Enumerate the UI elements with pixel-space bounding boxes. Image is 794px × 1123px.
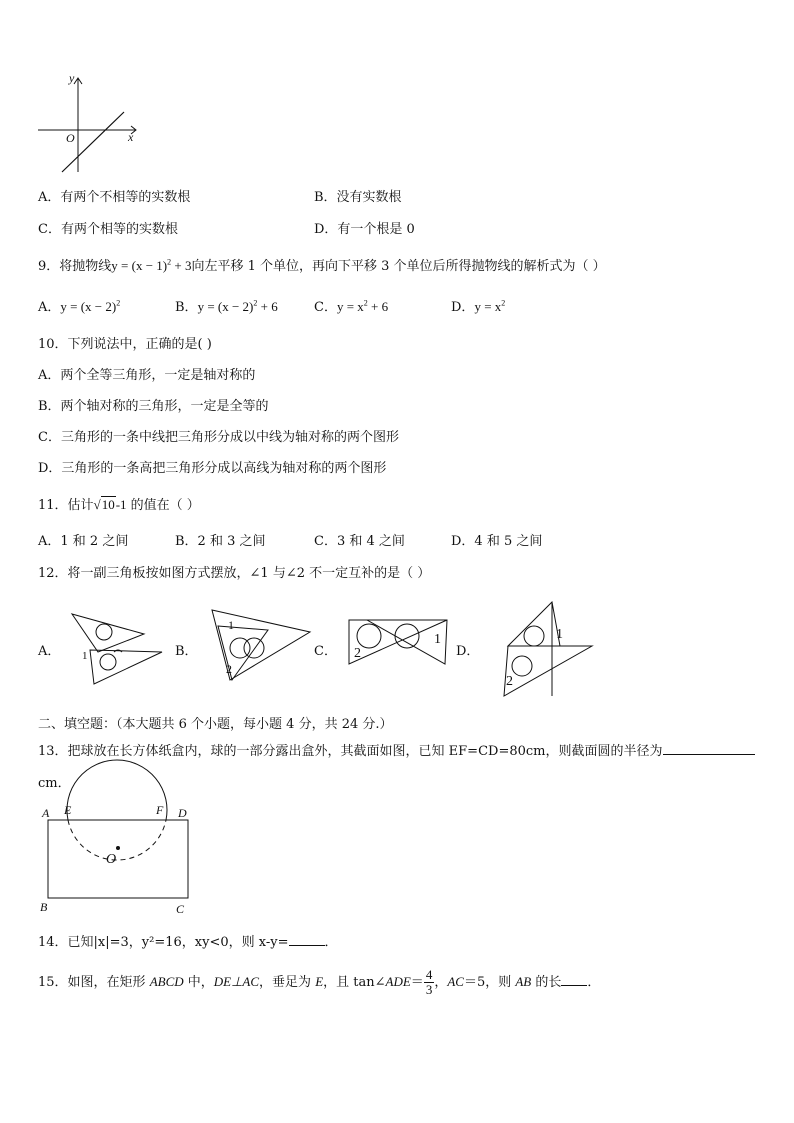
q13-point-e: E xyxy=(64,803,72,817)
q13-point-o: O xyxy=(106,852,117,867)
q12-figure-d xyxy=(500,600,600,700)
q12-b-angle1: 1 xyxy=(228,618,234,632)
q13-point-c: C xyxy=(176,902,185,916)
q9-option-a: A．$y = (x - 2)^2$ xyxy=(38,298,121,315)
q10-option-a: A．两个全等三角形，一定是轴对称的 xyxy=(38,368,256,383)
q11-option-d: D．4 和 5 之间 xyxy=(451,534,543,549)
q13-point-f: F xyxy=(156,803,164,817)
q13-point-d: D xyxy=(178,806,187,820)
q12-d-angle2: 2 xyxy=(506,674,513,689)
q12-c-angle1: 1 xyxy=(434,632,441,647)
q11-option-c: C．3 和 4 之间 xyxy=(314,534,405,549)
q12-label-d: D． xyxy=(456,644,480,659)
q8-origin: O xyxy=(66,131,75,145)
q12-d-angle1: 1 xyxy=(556,627,563,642)
q15-fraction: $\frac{4}{3}$ xyxy=(425,967,433,997)
q10-stem: 10．下列说法中，正确的是( ) xyxy=(38,337,212,352)
q10-option-b: B．两个轴对称的三角形，一定是全等的 xyxy=(38,399,269,414)
q15-stem: 15．如图，在矩形 ABCD 中，DE⊥AC，垂足为 E，且 tan∠ADE＝ $\frac{4}{3}$ ，AC＝5，则 AB 的长 ． xyxy=(38,967,601,997)
q11-option-b: B．2 和 3 之间 xyxy=(175,534,266,549)
q13-point-a: A xyxy=(42,806,50,820)
q11-stem: 11．估计√10-1 的值在（ ） xyxy=(38,497,200,513)
q9-stem: 9．将抛物线$y = (x - 1)^2 + 3$向左平移 1 个单位，再向下平移 3 个单位后所得抛物线的解析式为（ ） xyxy=(38,257,606,274)
q8-option-c: C．有两个相等的实数根 xyxy=(38,222,178,237)
q9-option-b: B．$y = (x - 2)^2 + 6$ xyxy=(175,298,278,315)
q8-line-graph xyxy=(36,74,146,174)
q8-option-b: B．没有实数根 xyxy=(314,190,402,205)
q12-c-angle2: 2 xyxy=(354,646,361,661)
q12-a-angle1: 1 xyxy=(82,650,88,662)
q8-axis-y: y xyxy=(69,71,75,85)
q9-option-d: D．$y = x^2$ xyxy=(451,298,506,315)
q14-stem: 14．已知|x|=3，y²=16，xy<0，则 x-y= ． xyxy=(38,935,338,950)
q9-option-c: C．$y = x^2 + 6$ xyxy=(314,298,389,315)
q8-option-a: A．有两个不相等的实数根 xyxy=(38,190,191,205)
q11-option-a: A．1 和 2 之间 xyxy=(38,534,129,549)
q12-label-c: C． xyxy=(314,644,337,659)
q12-b-angle2: 2 xyxy=(226,662,232,676)
section-title: 二、填空题：（本大题共 6 个小题，每小题 4 分，共 24 分.） xyxy=(38,717,393,732)
q13-unit: cm． xyxy=(38,776,71,791)
q12-label-a: A． xyxy=(38,644,61,659)
q13-stem: 13．把球放在长方体纸盒内，球的一部分露出盒外，其截面如图，已知 EF=CD=80cm，则截面圆的半径为 xyxy=(38,740,755,759)
q13-point-b: B xyxy=(40,900,48,914)
q8-axis-x: x xyxy=(128,130,134,144)
q10-option-d: D．三角形的一条高把三角形分成以高线为轴对称的两个图形 xyxy=(38,461,387,476)
q8-option-d: D．有一个根是 0 xyxy=(314,222,415,237)
q12-stem: 12．将一副三角板按如图方式摆放，∠1 与∠2 不一定互补的是（ ） xyxy=(38,566,431,581)
q12-label-b: B． xyxy=(175,644,198,659)
q10-option-c: C．三角形的一条中线把三角形分成以中线为轴对称的两个图形 xyxy=(38,430,399,445)
